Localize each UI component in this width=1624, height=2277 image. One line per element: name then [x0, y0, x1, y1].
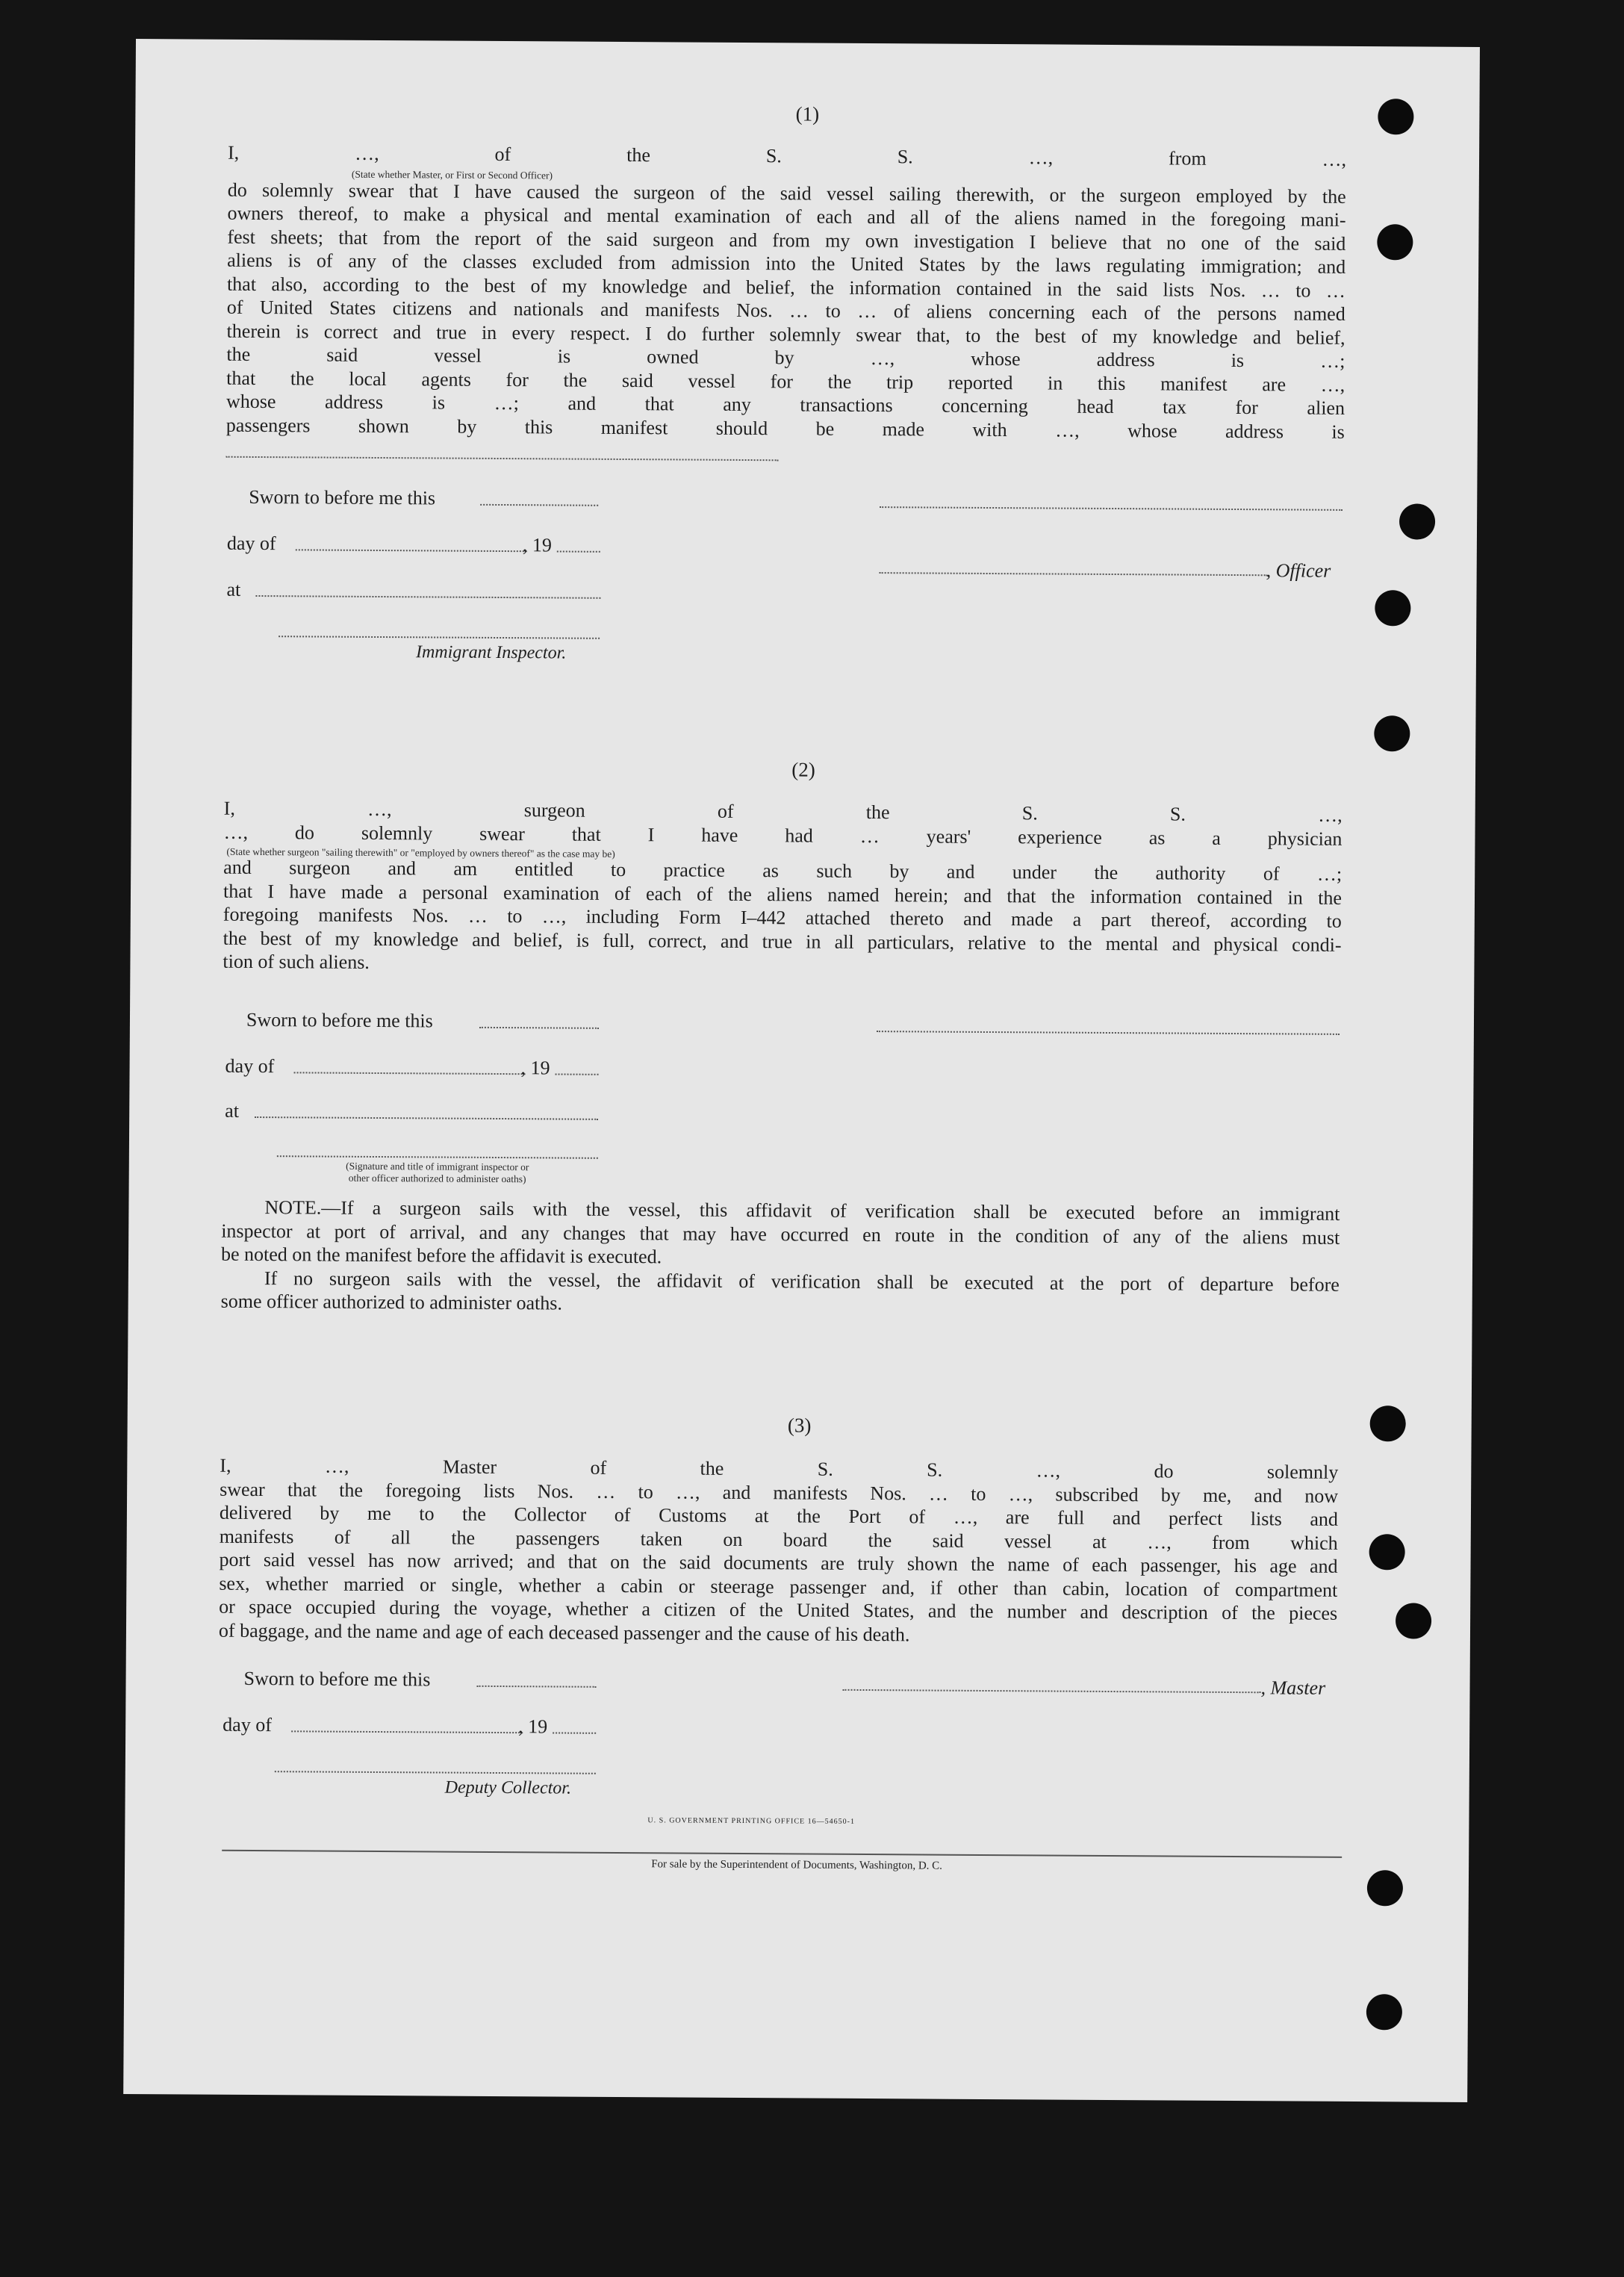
text-line: or space occupied during the voyage, whether a citizen of the United States, and the number and description of the pieces [219, 1595, 1338, 1624]
text-line: If no surgeon sails with the vessel, the affidavit of verification shall be executed at the port of departure before [264, 1267, 1340, 1296]
punch-hole [1374, 715, 1410, 751]
signature-hint: (Signature and title of immigrant inspector or other officer authorized to administer oaths) [346, 1160, 529, 1185]
text-line: some officer authorized to administer oaths. [220, 1290, 563, 1314]
year-label: , 19 [518, 1715, 548, 1738]
section-3-text [219, 1454, 1339, 1649]
text-line: the best of my knowledge and belief, is full, correct, and true in all particulars, relative to the mental and physical condi- [223, 927, 1342, 956]
punch-hole [1396, 1603, 1431, 1638]
punch-hole [1366, 1994, 1402, 2030]
punch-hole [1375, 590, 1410, 626]
form-sheet [123, 39, 1480, 2102]
punch-hole [1399, 503, 1435, 539]
text-line: port said vessel has now arrived; and that on the said documents are truly shown the name of each passenger, his age and [219, 1548, 1338, 1577]
sworn-label: Sworn to before me this [246, 1008, 433, 1032]
text-line: of baggage, and the name and age of each deceased passenger and the cause of his death. [218, 1619, 910, 1645]
text-line: I, …, Master of the S. S. …, do solemnly [220, 1454, 1339, 1483]
sworn-blank [479, 1027, 599, 1029]
at-blank [255, 595, 600, 599]
officer-hint: (State whether Master, or First or Second Officer) [351, 168, 553, 181]
text-line: passengers shown by this manifest should be made with …, whose address is [225, 414, 1345, 443]
text-line: inspector at port of arrival, and any changes that may have occurred en route in the condition of any of the aliens must [221, 1220, 1340, 1249]
text-line: manifests of all the passengers taken on board the said vessel at …, from which [219, 1525, 1338, 1554]
collector-label: Deputy Collector. [444, 1777, 572, 1798]
text-line: I, …, surgeon of the S. S. …, [223, 797, 1343, 826]
section-2-note [221, 1196, 1340, 1320]
year-label: , 19 [522, 534, 552, 556]
text-line: do solemnly swear that I have caused the surgeon of the said vessel sailing therewith, or the surgeon employed by the [227, 178, 1346, 208]
text-line: sex, whether married or single, whether a cabin or steerage passenger and, if other than cabin, location of compartment [219, 1572, 1338, 1601]
punch-hole [1377, 224, 1413, 260]
text-line: the said vessel is owned by …, whose address is …; [226, 343, 1345, 372]
at-label: at [225, 1099, 240, 1122]
section-2-text [223, 797, 1342, 981]
text-line: be noted on the manifest before the affidavit is executed. [220, 1243, 662, 1268]
day-of-label: day of [226, 532, 276, 555]
section-1-text [226, 141, 1346, 444]
surgeon-hint: (State whether surgeon "sailing therewith" or "employed by owners thereof" as the case may be) [226, 845, 615, 860]
at-label: at [226, 578, 241, 600]
text-line: of United States citizens and nationals and manifests Nos. … to … of aliens concerning each of the persons named [226, 296, 1345, 325]
text-line: that the local agents for the said vessel for the trip reported in this manifest are …, [226, 367, 1345, 396]
text-line: that also, according to the best of my knowledge and belief, the information contained in the said lists Nos. … to … [226, 273, 1346, 302]
footer-text: For sale by the Superintendent of Documents, Washington, D. C. [651, 1858, 942, 1872]
surgeon-signature-line [877, 1031, 1340, 1035]
section-2-number: (2) [791, 758, 815, 781]
year-label: , 19 [520, 1057, 550, 1079]
text-line: and surgeon and am entitled to practice as such by and under the authority of …; [223, 856, 1343, 885]
printer-mark: U. S. GOVERNMENT PRINTING OFFICE 16—54650-1 [647, 1816, 856, 1826]
inspector-signature-line [279, 636, 600, 639]
text-line: tion of such aliens. [223, 950, 370, 973]
punch-hole [1369, 1534, 1405, 1570]
text-line: I, …, of the S. S. …, from …, [227, 141, 1347, 170]
day-blank [294, 1072, 526, 1075]
sworn-blank [477, 1686, 597, 1688]
officer-label: , Officer [1266, 559, 1331, 582]
master-label: , Master [1260, 1677, 1326, 1699]
master-signature-line [843, 1689, 1261, 1693]
sworn-label: Sworn to before me this [249, 485, 436, 509]
sworn-blank [480, 504, 598, 506]
text-line: owners thereof, to make a physical and mental examination of each and all of the aliens named in the foregoing mani- [227, 202, 1346, 231]
sworn-label: Sworn to before me this [243, 1667, 431, 1691]
inspector-label: Immigrant Inspector. [415, 642, 567, 663]
section-3-number: (3) [787, 1414, 812, 1437]
day-blank [296, 549, 527, 552]
text-line: therein is correct and true in every respect. I do further solemnly swear that, to the best of my knowledge and belief, [226, 320, 1345, 349]
day-of-label: day of [225, 1054, 275, 1078]
official-signature-line [277, 1155, 598, 1159]
text-line: NOTE.—If a surgeon sails with the vessel, this affidavit of verification shall be executed before an immigrant [264, 1196, 1340, 1225]
text-line: that I have made a personal examination of each of the aliens named herein; and that the information contained in the [223, 880, 1343, 909]
collector-signature-line [275, 1771, 596, 1774]
year-blank [556, 1073, 599, 1075]
year-blank [553, 1732, 596, 1733]
text-line: aliens is of any of the classes excluded from admission into the United States by the laws regulating immigration; and [227, 249, 1346, 278]
address-blank-line [226, 456, 779, 462]
text-line: whose address is …; and that any transactions concerning head tax for alien [225, 390, 1345, 419]
officer-signature-line [880, 506, 1343, 511]
section-1-number: (1) [795, 102, 820, 125]
day-of-label: day of [223, 1713, 273, 1736]
text-line: …, do solemnly swear that I have had … years' experience as a physician [223, 821, 1343, 850]
at-blank [255, 1116, 598, 1120]
officer-name-line [880, 572, 1268, 576]
text-line: foregoing manifests Nos. … to …, including Form I–442 attached thereto and made a part thereof, according to [223, 903, 1342, 932]
text-line: delivered by me to the Collector of Customs at the Port of …, are full and perfect lists and [219, 1501, 1339, 1530]
year-blank [557, 550, 600, 552]
text-line: fest sheets; that from the report of the said surgeon and from my own investigation I believe that no one of the said [227, 226, 1346, 255]
text-line: swear that the foregoing lists Nos. … to …, and manifests Nos. … to …, subscribed by me, and now [220, 1478, 1339, 1507]
day-blank [291, 1730, 523, 1733]
